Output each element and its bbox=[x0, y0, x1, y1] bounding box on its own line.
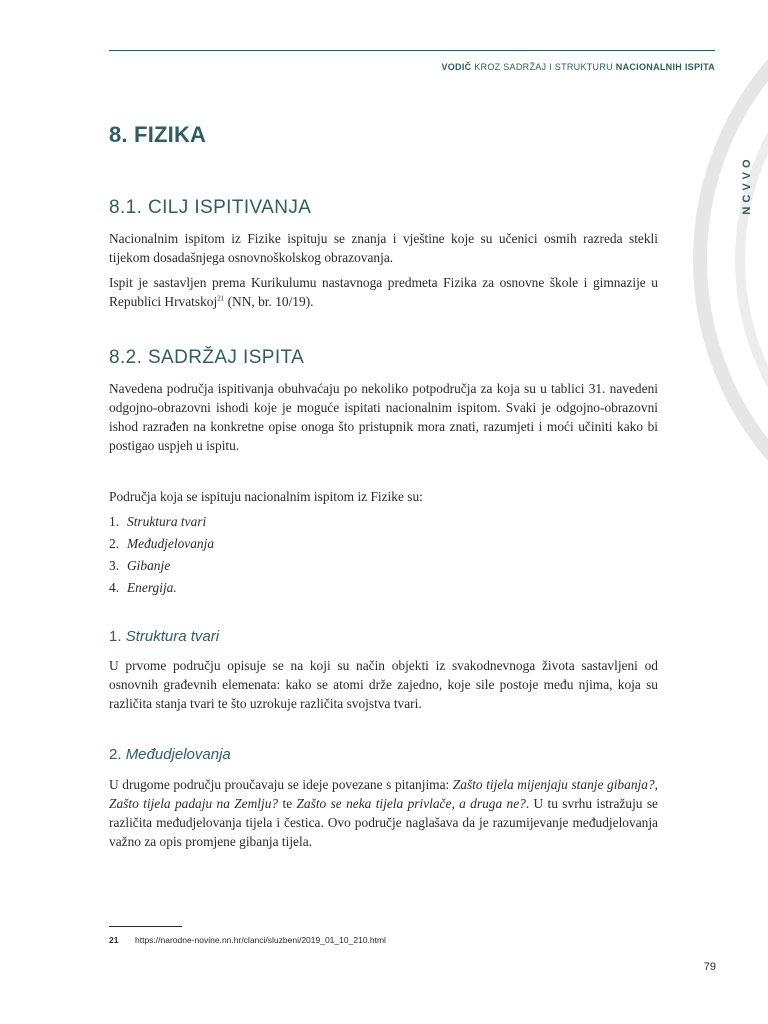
list-item: 1. Struktura tvari bbox=[109, 514, 207, 529]
paragraph-sadrzaj-2: Područja koja se ispituju nacionalnim ispitom iz Fizike su: bbox=[109, 489, 423, 504]
paragraph-cilj-1: Nacionalnim ispitom iz Fizike ispituju se znanja i vještine koje su učenici osmih razreda stekli tijekom dosadašnjega osnovnoškolskog obrazovanja. bbox=[109, 231, 658, 265]
subsection-title-struktura: 1. Struktura tvari bbox=[109, 628, 220, 645]
ncvvo-side-logo: NCVVO bbox=[741, 155, 753, 215]
section-title-cilj: 8.1. CILJ ISPITIVANJA bbox=[109, 197, 312, 218]
footnote-ref: 21 bbox=[217, 294, 225, 303]
subsection-title-medudjelovanja: 2. Međudjelovanja bbox=[109, 746, 231, 763]
footnote-link[interactable]: https://narodne-novine.nn.hr/clanci/sluzbeni/2019_01_10_210.html bbox=[135, 935, 386, 945]
list-item: 4. Energija. bbox=[109, 580, 177, 595]
page-number: 79 bbox=[703, 961, 716, 973]
footnote: 21 https://narodne-novine.nn.hr/clanci/sluzbeni/2019_01_10_210.html bbox=[109, 935, 386, 945]
chapter-title: 8. FIZIKA bbox=[109, 122, 207, 147]
section-title-sadrzaj: 8.2. SADRŽAJ ISPITA bbox=[109, 347, 305, 368]
paragraph-medudjelovanja: U drugome području proučavaju se ideje povezane s pitanjima: Zašto tijela mijenjaju stanje gibanja?, Zašto tijela padaju na Zemlju? te Zašto se neka tijela privlače, a druga ne?. U tu svrhu istražuju se različita međudjelovanja tijela i čestica. Ovo područje naglašava da je razumijevanje međudjelovanja važno za opis promjene gibanja tijela. bbox=[109, 777, 658, 849]
areas-list bbox=[109, 511, 214, 599]
list-item: 3. Gibanje bbox=[109, 558, 171, 573]
header-rule bbox=[109, 50, 715, 51]
list-item: 2. Međudjelovanja bbox=[109, 536, 215, 551]
paragraph-struktura: U prvome području opisuje se na koji su način objekti iz svakodnevnoga života sastavljeni od osnovnih građevnih elemenata: kako se atomi drže zajedno, koje sile postoje među njima, koja su različita stanja tvari te što uzrokuje različita svojstva tvari. bbox=[109, 658, 658, 711]
running-header: VODIČ KROZ SADRŽAJ I STRUKTURU NACIONALNIH ISPITA bbox=[441, 62, 715, 72]
paragraph-sadrzaj-1: Navedena područja ispitivanja obuhvaćaju po nekoliko potpodručja za koja su u tablici 31. navedeni odgojno-obrazovni ishodi koje je moguće ispitati nacionalnim ispitom. Svaki je odgojno-obrazovni ishod razrađen na konkretne opise onoga što pristupnik mora znati, razumjeti i moći učiniti kako bi postigao uspjeh u ispitu. bbox=[109, 381, 658, 453]
paragraph-cilj-2: Ispit je sastavljen prema Kurikulumu nastavnoga predmeta Fizika za osnovne škole i gimnazije u Republici Hrvatskoj$^{21}$ (NN, br. 10/19). bbox=[109, 275, 658, 309]
footnote-rule bbox=[109, 926, 182, 927]
